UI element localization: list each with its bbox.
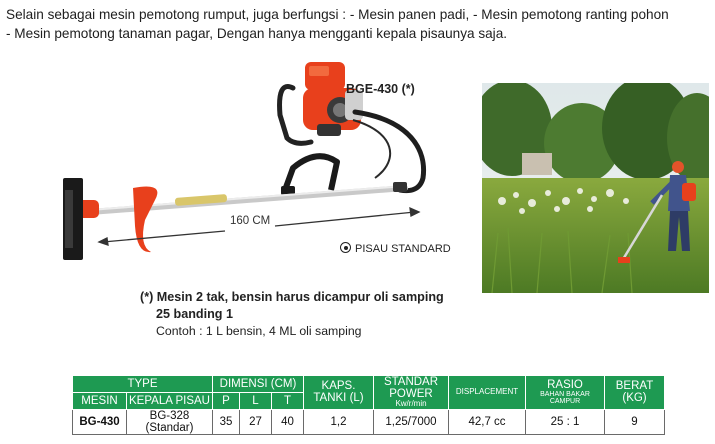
header-p: P — [213, 393, 240, 409]
circle-icon — [340, 242, 351, 253]
cell-power: 1,25/7000 — [374, 409, 449, 434]
intro-text — [6, 5, 706, 43]
field-usage-photo — [482, 83, 709, 293]
model-label: BGE-430 (*) — [346, 82, 415, 96]
header-type: TYPE — [73, 376, 213, 393]
header-standar-power — [374, 376, 449, 410]
header-kepala-pisau: KEPALA PISAU — [127, 393, 213, 409]
header-dimensi: DIMENSI (CM) — [213, 376, 304, 393]
cell-p: 35 — [213, 409, 240, 434]
note-line-3: Contoh : 1 L bensin, 4 ML oli samping — [156, 324, 362, 338]
spec-table — [72, 375, 665, 435]
cell-mesin: BG-430 — [73, 409, 127, 434]
rasio-sub-label: BAHAN BAKAR CAMPUR — [540, 390, 590, 406]
cell-t: 40 — [272, 409, 304, 434]
rasio-label: RASIO — [547, 378, 583, 391]
cell-kaps: 1,2 — [304, 409, 374, 434]
header-displacement: DISPLACEMENT — [449, 376, 526, 410]
note-line-2: 25 banding 1 — [156, 307, 233, 321]
header-t: T — [272, 393, 304, 409]
throttle-cable — [353, 120, 390, 178]
header-l: L — [240, 393, 272, 409]
engine-unit — [303, 62, 363, 136]
note-line-1: (*) Mesin 2 tak, bensin harus dicampur oli samping — [140, 290, 444, 304]
cell-rasio: 25 : 1 — [526, 409, 605, 434]
blade-guard — [133, 187, 157, 253]
cell-kepala-pisau: BG-328 (Standar) — [127, 409, 213, 434]
blade-label-text: PISAU STANDARD — [355, 243, 451, 255]
dimension-label: 160 CM — [230, 215, 271, 227]
header-rasio — [526, 376, 605, 410]
header-berat: BERAT (KG) — [605, 376, 665, 410]
cell-berat: 9 — [605, 409, 665, 434]
handle-bar — [285, 156, 337, 190]
table-row — [73, 409, 665, 434]
standar-power-label: STANDAR POWER — [383, 376, 439, 401]
header-mesin: MESIN — [73, 393, 127, 409]
engine-notes — [140, 289, 444, 340]
intro-line-1: Selain sebagai mesin pemotong rumput, juga berfungsi : - Mesin panen padi, - Mesin pemotong ranting pohon — [6, 7, 669, 22]
intro-line-2: - Mesin pemotong tanaman pagar, Dengan hanya mengganti kepala pisaunya saja. — [6, 26, 508, 41]
cell-displacement: 42,7 cc — [449, 409, 526, 434]
blade-label — [340, 242, 451, 255]
standar-power-unit: Kw/r/min — [395, 399, 427, 409]
cell-l: 27 — [240, 409, 272, 434]
header-kaps: KAPS. TANKI (L) — [304, 376, 374, 410]
